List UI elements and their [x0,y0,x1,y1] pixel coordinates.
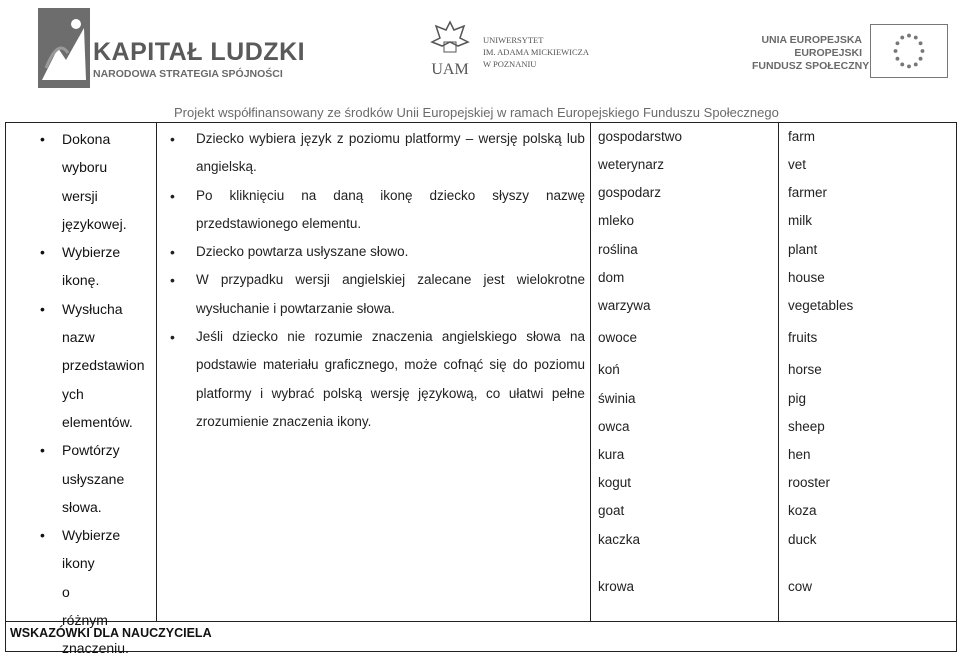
eu-logo [752,24,952,84]
instruction-line: • Po kliknięciu na daną ikonę dziecko słyszy nazwę [196,187,585,203]
uam-name: UNIWERSYTET IM. ADAMA MICKIEWICZA W POZNANIU [483,35,590,69]
instruction-line: • W przypadku wersji angielskiej zalecane jest wielokrotne [196,272,585,288]
instruction-line: angielską. [196,159,257,175]
instruction-line: podstawie materiału graficznego, może cofnąć się do poziomu [196,357,585,373]
vocab-english-word: rooster [788,475,831,490]
vocab-polish-word: gospodarz [598,185,662,200]
vocab-english-word: vegetables [788,298,854,313]
vocab-english-word: sheep [788,419,825,434]
list-item: • Dokona wyboru wersji językowej. [38,125,153,238]
vocab-english-word: fruits [788,330,818,345]
vocab-polish-word: dom [598,270,625,285]
vocab-english-word: farm [788,129,815,144]
instruction-line: platformy i wybrać polską wersję językową, co ułatwi pełne [196,385,585,401]
vocab-polish-word: krowa [598,579,635,594]
column-divider [778,122,779,622]
instruction-item [170,182,585,239]
vocab-english-word: farmer [788,185,828,200]
vocab-polish-word: roślina [598,242,638,257]
vocab-polish-word: kaczka [598,532,641,547]
vocab-polish-word: goat [598,503,625,518]
instruction-line: przedstawionego elementu. [196,215,362,231]
instruction-item [170,238,585,266]
list-item: • Wybierze ikony o różnym znaczeniu. [38,521,153,662]
kapital-ludzki-emblem-icon [38,8,90,88]
instruction-item [170,323,585,436]
vocab-polish-word: mleko [598,213,635,228]
vocab-english-word: hen [788,447,811,462]
instruction-item [170,266,585,323]
instruction-line: • Dziecko powtarza usłyszane słowo. [196,244,409,260]
instruction-line: • Dziecko wybiera język z poziomu platformy – wersję polską lub [196,131,585,146]
vocab-polish-word: warzywa [598,298,651,313]
uam-logo [428,18,628,84]
vocab-polish-word: kura [598,447,625,462]
list-item: • Wysłucha nazw przedstawion ych elementów. [38,295,153,436]
instruction-item [170,125,585,182]
vocab-english-word: plant [788,242,818,257]
instruction-line: • Jeśli dziecko nie rozumie znaczenia angielskiego słowa na [196,329,585,345]
uam-eagle-emblem-icon [428,18,472,80]
vocab-english-word: milk [788,213,812,228]
list-item: • Powtórzy usłyszane słowa. [38,436,153,521]
eu-name: UNIA EUROPEJSKA EUROPEJSKI FUNDUSZ SPOŁECZNY [752,34,870,72]
vocab-polish-word: owca [598,419,630,434]
teacher-tips-label: WSKAZÓWKI DLA NAUCZYCIELA [10,626,212,640]
vocab-english-word: koza [788,503,817,518]
instruction-line: wysłuchanie i powtarzanie słowa. [196,300,395,316]
kapital-ludzki-subtitle: NARODOWA STRATEGIA SPÓJNOŚCI [93,68,283,80]
vocab-english-word: pig [788,391,807,406]
vocab-english-word: cow [788,579,813,594]
vocab-english-word: vet [788,157,807,172]
vocab-english-word: duck [788,532,817,547]
vocab-polish-word: koń [598,362,620,377]
column-divider [156,122,157,622]
vocab-polish-word: kogut [598,475,632,490]
vocab-polish-word: świnia [598,391,636,406]
vocab-polish-word: owoce [598,330,638,345]
list-item: • Wybierze ikonę. [38,238,153,295]
instructions-column [170,125,585,436]
steps-column [38,125,153,663]
vocab-polish-word: weterynarz [598,157,665,172]
cofinance-note: Projekt współfinansowany ze środków Unii Europejskiej w ramach Europejskiego Funduszu Społecznego [174,105,779,120]
vocab-english-word: house [788,270,825,285]
vocab-polish-word: gospodarstwo [598,129,683,144]
eu-flag-icon [870,24,948,78]
column-divider [590,122,591,622]
instruction-line: zrozumienie znaczenia ikony. [196,413,372,429]
header [0,0,960,120]
kapital-ludzki-title: KAPITAŁ LUDZKI [93,38,306,66]
vocab-english-word: horse [788,362,822,377]
kapital-ludzki-logo [38,8,306,88]
svg-text:UAM: UAM [431,61,469,78]
